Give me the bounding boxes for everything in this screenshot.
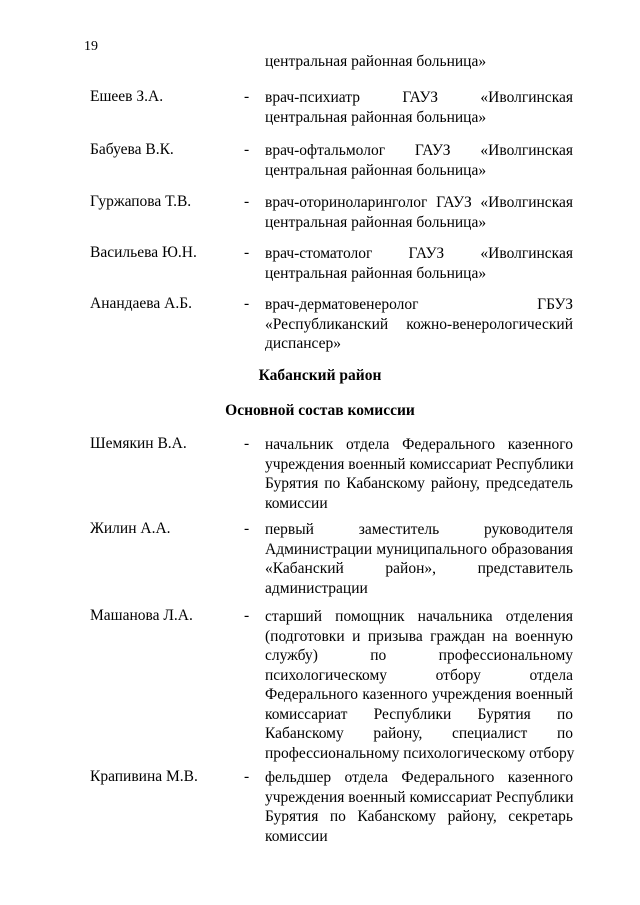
desc-line: службу) по профессиональному: [265, 647, 573, 664]
member-name: Машанова Л.А.: [90, 607, 193, 624]
member-name: Крапивина М.В.: [90, 768, 198, 785]
member-name: Васильева Ю.Н.: [90, 244, 197, 261]
member-name: Бабуева В.К.: [90, 141, 174, 158]
member-dash: -: [244, 520, 250, 537]
desc-line: центральная районная больница»: [265, 213, 487, 231]
desc-line: «Кабанский район», представитель: [265, 560, 573, 577]
desc-line: администрации: [265, 579, 368, 597]
desc-line: центральная районная больница»: [265, 161, 487, 179]
member-name: Анандаева А.Б.: [90, 295, 193, 312]
member-name: Ешеев З.А.: [90, 88, 164, 105]
desc-line: учреждения военный комиссариат Республики: [265, 788, 574, 806]
member-description: [265, 435, 573, 513]
district-heading: Кабанский район: [258, 367, 382, 384]
member-dash: -: [244, 295, 250, 312]
member-description: [265, 88, 573, 127]
member-name: Шемякин В.А.: [90, 435, 187, 452]
member-dash: -: [244, 435, 250, 452]
member-dash: -: [244, 141, 250, 158]
member-name: Жилин А.А.: [90, 520, 171, 537]
member-description: [265, 607, 573, 763]
desc-line: Администрации муниципального образования: [265, 540, 573, 558]
desc-line: врач-стоматолог ГАУЗ «Иволгинская: [265, 245, 573, 262]
member-description: [265, 244, 573, 283]
desc-line: врач-психиатр ГАУЗ «Иволгинская: [265, 89, 573, 106]
desc-line: врач-офтальмолог ГАУЗ «Иволгинская: [265, 142, 573, 159]
member-dash: -: [244, 88, 250, 105]
member-description: [265, 520, 573, 598]
desc-line: центральная районная больница»: [265, 264, 487, 282]
desc-line: центральная районная больница»: [265, 108, 487, 126]
desc-line: фельдшер отдела Федерального казенного: [265, 769, 573, 786]
member-description: [265, 295, 573, 354]
member-name: Гуржапова Т.В.: [90, 193, 192, 210]
member-description: [265, 193, 573, 232]
desc-line: комиссии: [265, 827, 328, 845]
member-dash: -: [244, 607, 250, 624]
desc-line: (подготовки и призыва граждан на военную: [265, 627, 573, 645]
desc-line: Федерального казенного учреждения военный: [265, 686, 573, 703]
desc-line: Бурятия по Кабанскому району, секретарь: [265, 808, 573, 825]
member-description: [265, 768, 573, 846]
member-dash: -: [244, 768, 250, 785]
desc-line: начальник отдела Федерального казенного: [265, 436, 573, 453]
desc-line: учреждения военный комиссариат Республики: [265, 455, 574, 473]
commission-heading: Основной состав комиссии: [225, 402, 415, 419]
desc-line: первый заместитель руководителя: [265, 521, 573, 538]
desc-line: психологическому отбору отдела: [265, 666, 573, 684]
member-description: [265, 141, 573, 180]
desc-line: комиссии: [265, 494, 328, 512]
desc-line: центральная районная больница»: [265, 53, 487, 70]
member-dash: -: [244, 193, 250, 210]
desc-line: Кабанскому району, специалист по: [265, 725, 573, 742]
desc-line: «Республиканский кожно-венерологический: [265, 315, 573, 333]
desc-line: комиссариат Республики Бурятия по: [265, 705, 573, 723]
desc-line: Бурятия по Кабанскому району, председатель: [265, 475, 573, 492]
desc-line: старший помощник начальника отделения: [265, 608, 573, 625]
member-dash: -: [244, 244, 250, 261]
desc-line: врач-оториноларинголог ГАУЗ «Иволгинская: [265, 194, 573, 211]
desc-line: профессиональному психологическому отбору: [265, 744, 575, 762]
continuation-text: [265, 52, 573, 72]
desc-line: диспансер»: [265, 335, 341, 352]
page-number: 19: [84, 39, 98, 54]
desc-line: врач-дерматовенеролог ГБУЗ: [265, 296, 573, 313]
